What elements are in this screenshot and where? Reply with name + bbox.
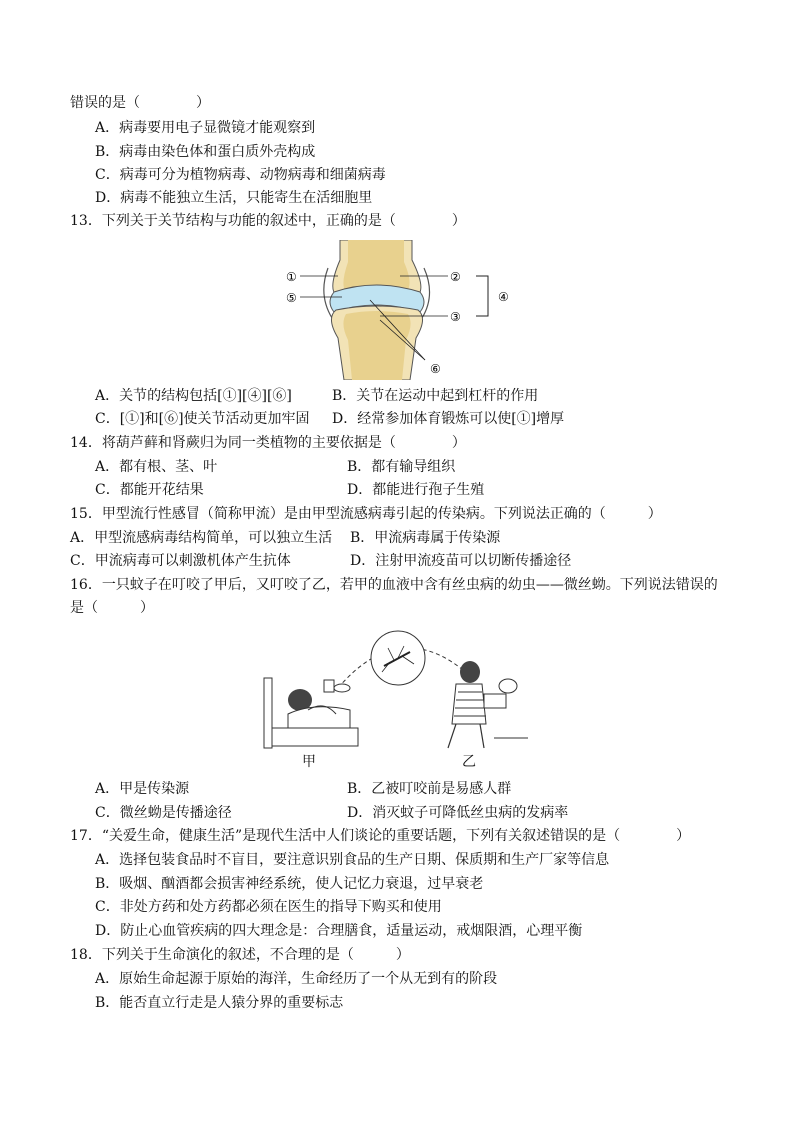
q12-option-c: C．病毒可分为植物病毒、动物病毒和细菌病毒 [95,167,386,183]
q18-option-b: B．能否直立行走是人猿分界的重要标志 [95,995,344,1011]
q13-option-a: A．关节的结构包括[①][④][⑥] [95,388,292,404]
q16-stem-line1: 16．一只蚊子在叮咬了甲后，又叮咬了乙，若甲的血液中含有丝虫病的幼虫——微丝蚴。下列说法错误的 [70,577,718,593]
q14-option-b: B．都有输导组织 [347,459,456,475]
q12-option-d: D．病毒不能独立生活，只能寄生在活细胞里 [95,190,373,206]
joint-label-4: ④ [498,290,509,304]
joint-label-5: ⑤ [286,291,297,305]
q16-option-b: B．乙被叮咬前是易感人群 [347,781,512,797]
q16-option-c: C．微丝蚴是传播途径 [95,805,232,821]
q15-option-c: C．甲流病毒可以刺激机体产生抗体 [70,553,291,569]
figure-label-jia: 甲 [302,754,316,770]
q17-option-d: D．防止心血管疾病的四大理念是：合理膳食，适量运动，戒烟限酒，心理平衡 [95,923,583,939]
joint-label-1: ① [286,270,297,284]
mosquito-transmission-figure [258,628,538,753]
q12-option-b: B．病毒由染色体和蛋白质外壳构成 [95,144,316,160]
q13-option-b: B．关节在运动中起到杠杆的作用 [332,388,539,404]
patient-in-bed-icon [264,678,358,748]
q16-stem-line2: 是（ ） [70,600,154,616]
q15-option-b: B．甲流病毒属于传染源 [350,530,501,546]
q15-option-d: D．注射甲流疫苗可以切断传播途径 [350,553,572,569]
q12-option-a: A．病毒要用电子显微镜才能观察到 [95,120,316,136]
figure-label-yi: 乙 [462,754,476,770]
q17-option-b: B．吸烟、酗酒都会损害神经系统，使人记忆力衰退，过早衰老 [95,876,484,892]
q16-option-d: D．消灭蚊子可降低丝虫病的发病率 [347,805,569,821]
q14-option-c: C．都能开花结果 [95,482,204,498]
q12-stem-tail: 错误的是（ ） [70,95,210,111]
q13-option-d: D．经常参加体育锻炼可以使[①]增厚 [332,411,565,427]
q13-stem: 13．下列关于关节结构与功能的叙述中，正确的是（ ） [70,213,466,229]
person-reading-icon [448,661,528,748]
q18-option-a: A．原始生命起源于原始的海洋，生命经历了一个从无到有的阶段 [95,971,498,987]
q14-stem: 14．将葫芦藓和肾蕨归为同一类植物的主要依据是（ ） [70,435,466,451]
joint-diagram [280,240,520,380]
q18-stem: 18．下列关于生命演化的叙述，不合理的是（ ） [70,947,410,963]
q15-option-a: A．甲型流感病毒结构简单，可以独立生活 [70,530,333,546]
q17-option-a: A．选择包装食品时不盲目，要注意识别食品的生产日期、保质期和生产厂家等信息 [95,852,610,868]
q14-option-a: A．都有根、茎、叶 [95,459,218,475]
q15-stem: 15．甲型流行性感冒（简称甲流）是由甲型流感病毒引起的传染病。下列说法正确的（ ） [70,506,662,522]
q17-option-c: C．非处方药和处方药都必须在医生的指导下购买和使用 [95,899,442,915]
q17-stem: 17．“关爱生命，健康生活”是现代生活中人们谈论的重要话题，下列有关叙述错误的是（ ） [70,828,691,844]
q13-option-c: C．[①]和[⑥]使关节活动更加牢固 [95,411,310,427]
q16-option-a: A．甲是传染源 [95,781,190,797]
joint-label-3: ③ [450,310,461,324]
joint-label-2: ② [450,270,461,284]
joint-label-6: ⑥ [430,362,441,376]
q14-option-d: D．都能进行孢子生殖 [347,482,485,498]
